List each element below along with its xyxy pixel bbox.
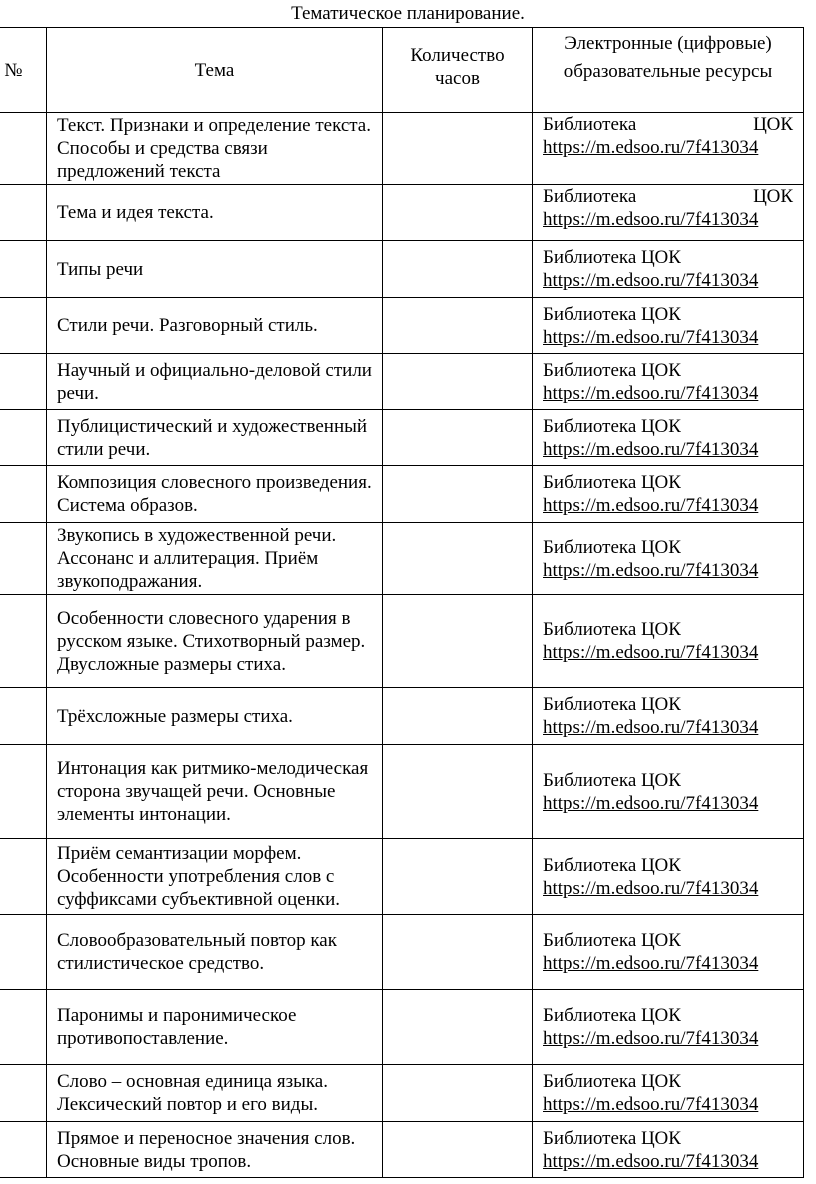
thematic-plan-table — [0, 27, 804, 1178]
hours-cell — [383, 688, 533, 745]
resource-library-abbr: ЦОК — [753, 186, 793, 207]
resource-link[interactable]: https://m.edsoo.ru/7f413034 — [543, 137, 759, 158]
table-header-row — [0, 28, 804, 113]
row-number-cell — [0, 523, 47, 595]
resource-cell — [533, 523, 804, 595]
hours-cell — [383, 410, 533, 466]
hours-cell — [383, 113, 533, 185]
resource-link[interactable]: https://m.edsoo.ru/7f413034 — [543, 1028, 759, 1049]
row-number-cell — [0, 185, 47, 241]
header-number: № — [0, 28, 47, 113]
row-number-cell — [0, 1065, 47, 1122]
row-number-cell — [0, 1122, 47, 1178]
hours-cell — [383, 185, 533, 241]
header-hours: Количество часов — [383, 28, 533, 113]
resource-cell — [533, 185, 804, 241]
resource-link[interactable]: https://m.edsoo.ru/7f413034 — [543, 209, 759, 230]
row-number-cell — [0, 354, 47, 410]
hours-cell — [383, 466, 533, 523]
table-row — [0, 298, 804, 354]
table-row — [0, 688, 804, 745]
resource-library-label: Библиотека ЦОК — [543, 769, 681, 791]
table-row — [0, 839, 804, 915]
row-number-cell — [0, 113, 47, 185]
table-row — [0, 241, 804, 298]
topic-cell: Текст. Признаки и определение текста. Способы и средства связи предложений текста — [47, 113, 383, 185]
table-row — [0, 990, 804, 1065]
topic-cell: Интонация как ритмико-мелодическая сторона звучащей речи. Основные элементы интонации. — [47, 745, 383, 839]
resource-cell — [533, 839, 804, 915]
resource-cell — [533, 1065, 804, 1122]
hours-cell — [383, 354, 533, 410]
hours-cell — [383, 745, 533, 839]
resource-library-word: Библиотека — [543, 186, 637, 207]
resource-cell — [533, 688, 804, 745]
topic-cell: Прямое и переносное значения слов. Основные виды тропов. — [47, 1122, 383, 1178]
topic-cell: Приём семантизации морфем. Особенности употребления слов с суффиксами субъективной оценки. — [47, 839, 383, 915]
resource-library-label: Библиотека ЦОК — [543, 1071, 681, 1092]
row-number-cell — [0, 745, 47, 839]
table-row — [0, 915, 804, 990]
topic-cell: Стили речи. Разговорный стиль. — [47, 298, 383, 354]
row-number-cell — [0, 990, 47, 1065]
hours-cell — [383, 1065, 533, 1122]
resource-library-label: Библиотека ЦОК — [543, 536, 681, 558]
page-title: Тематическое планирование. — [291, 3, 525, 24]
resource-cell — [533, 466, 804, 523]
resource-link[interactable]: https://m.edsoo.ru/7f413034 — [543, 792, 759, 814]
table-row — [0, 1122, 804, 1178]
resource-cell — [533, 354, 804, 410]
resource-link[interactable]: https://m.edsoo.ru/7f413034 — [543, 717, 759, 738]
resource-library-label: Библиотека ЦОК — [543, 694, 681, 715]
resource-link[interactable]: https://m.edsoo.ru/7f413034 — [543, 559, 759, 581]
topic-cell: Научный и официально-деловой стили речи. — [47, 354, 383, 410]
resource-link[interactable]: https://m.edsoo.ru/7f413034 — [543, 953, 759, 974]
topic-cell: Тема и идея текста. — [47, 185, 383, 241]
hours-cell — [383, 595, 533, 688]
table-row — [0, 113, 804, 185]
resource-cell — [533, 595, 804, 688]
table-row — [0, 523, 804, 595]
resource-library-label: Библиотека ЦОК — [543, 854, 681, 876]
resource-library-word: Библиотека — [543, 114, 637, 135]
hours-cell — [383, 241, 533, 298]
resource-library-label: Библиотека ЦОК — [543, 247, 681, 268]
table-row — [0, 1065, 804, 1122]
resource-library-label: Библиотека ЦОК — [543, 359, 681, 381]
row-number-cell — [0, 410, 47, 466]
table-body — [0, 113, 804, 1178]
hours-cell — [383, 523, 533, 595]
resource-link[interactable]: https://m.edsoo.ru/7f413034 — [543, 642, 759, 663]
table-row — [0, 595, 804, 688]
resource-library-label: Библиотека ЦОК — [543, 1127, 681, 1149]
topic-cell: Композиция словесного произведения. Система образов. — [47, 466, 383, 523]
hours-cell — [383, 915, 533, 990]
resource-link[interactable]: https://m.edsoo.ru/7f413034 — [543, 438, 759, 460]
resource-library-label: Библиотека ЦОК — [543, 1005, 681, 1026]
resource-link[interactable]: https://m.edsoo.ru/7f413034 — [543, 270, 759, 291]
resource-cell — [533, 1122, 804, 1178]
topic-cell: Особенности словесного ударения в русском языке. Стихотворный размер. Двусложные размеры стиха. — [47, 595, 383, 688]
hours-cell — [383, 298, 533, 354]
row-number-cell — [0, 241, 47, 298]
table-row — [0, 466, 804, 523]
resource-cell — [533, 298, 804, 354]
resource-library-label — [543, 113, 793, 136]
hours-cell — [383, 990, 533, 1065]
resource-link[interactable]: https://m.edsoo.ru/7f413034 — [543, 495, 759, 516]
header-resources: Электронные (цифровые) образовательные ресурсы — [533, 28, 804, 113]
resource-library-label: Библиотека ЦОК — [543, 415, 681, 437]
header-topic: Тема — [47, 28, 383, 113]
resource-cell — [533, 113, 804, 185]
resource-library-label: Библиотека ЦОК — [543, 619, 681, 640]
table-row — [0, 185, 804, 241]
resource-cell — [533, 915, 804, 990]
topic-cell: Паронимы и паронимическое противопоставление. — [47, 990, 383, 1065]
resource-cell — [533, 990, 804, 1065]
topic-cell: Типы речи — [47, 241, 383, 298]
row-number-cell — [0, 915, 47, 990]
topic-cell: Словообразовательный повтор как стилистическое средство. — [47, 915, 383, 990]
resource-library-label: Библиотека ЦОК — [543, 472, 681, 493]
resource-link[interactable]: https://m.edsoo.ru/7f413034 — [543, 326, 759, 348]
row-number-cell — [0, 839, 47, 915]
resource-cell — [533, 410, 804, 466]
resource-library-label — [543, 185, 793, 208]
row-number-cell — [0, 688, 47, 745]
resource-cell — [533, 745, 804, 839]
table-row — [0, 745, 804, 839]
row-number-cell — [0, 298, 47, 354]
topic-cell: Слово – основная единица языка. Лексический повтор и его виды. — [47, 1065, 383, 1122]
resource-library-label: Библиотека ЦОК — [543, 930, 681, 951]
resource-link[interactable]: https://m.edsoo.ru/7f413034 — [543, 1094, 759, 1115]
topic-cell: Трёхсложные размеры стиха. — [47, 688, 383, 745]
resource-link[interactable]: https://m.edsoo.ru/7f413034 — [543, 382, 759, 404]
resource-cell — [533, 241, 804, 298]
hours-cell — [383, 1122, 533, 1178]
resource-library-abbr: ЦОК — [753, 114, 793, 135]
table-row — [0, 410, 804, 466]
topic-cell: Звукопись в художественной речи. Ассонанс и аллитерация. Приём звукоподражания. — [47, 523, 383, 595]
table-row — [0, 354, 804, 410]
resource-link[interactable]: https://m.edsoo.ru/7f413034 — [543, 877, 759, 899]
row-number-cell — [0, 466, 47, 523]
topic-cell: Публицистический и художественный стили речи. — [47, 410, 383, 466]
resource-library-label: Библиотека ЦОК — [543, 303, 681, 325]
resource-link[interactable]: https://m.edsoo.ru/7f413034 — [543, 1150, 759, 1172]
hours-cell — [383, 839, 533, 915]
row-number-cell — [0, 595, 47, 688]
